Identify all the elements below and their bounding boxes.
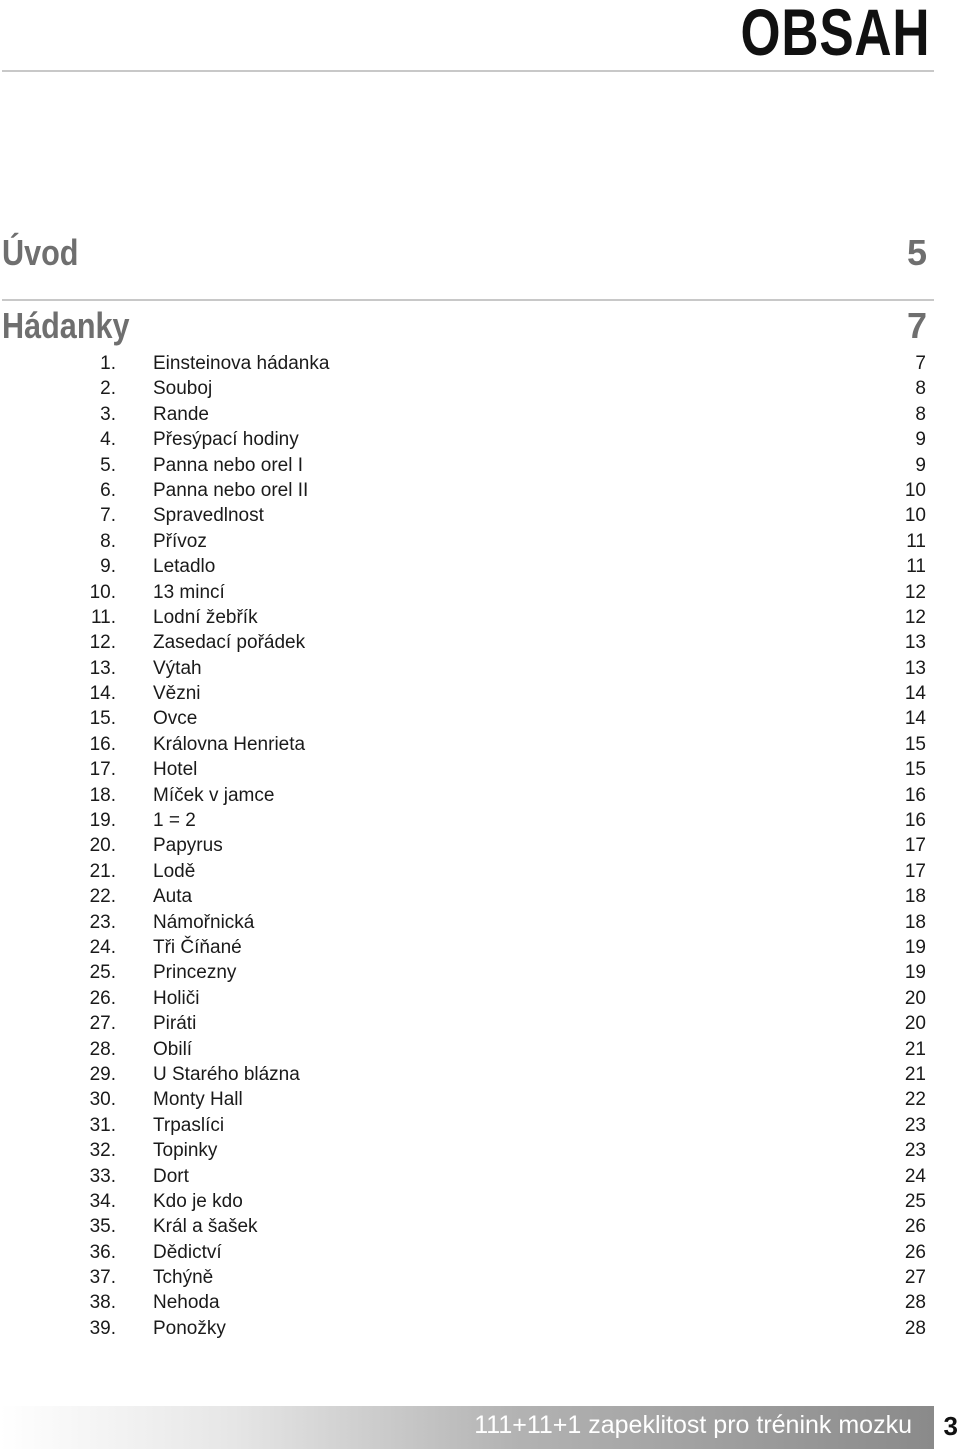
toc-entry-number: 19. bbox=[89, 810, 116, 832]
toc-entry[interactable] bbox=[0, 1037, 960, 1062]
toc-entry-page: 8 bbox=[915, 403, 926, 425]
toc-entry-number: 36. bbox=[89, 1241, 116, 1263]
toc-entry[interactable] bbox=[0, 427, 960, 452]
toc-entry[interactable] bbox=[0, 1189, 960, 1214]
toc-entry-title: Tchýně bbox=[153, 1267, 214, 1289]
toc-entry-title: 1 = 2 bbox=[153, 810, 196, 832]
toc-entry-page: 25 bbox=[904, 1190, 926, 1212]
toc-entry[interactable] bbox=[0, 1214, 960, 1239]
toc-entry-title: Hotel bbox=[153, 759, 198, 781]
toc-entry-page: 28 bbox=[904, 1317, 926, 1339]
toc-entry-title: Trpaslíci bbox=[153, 1114, 225, 1136]
toc-entry-page: 16 bbox=[904, 784, 926, 806]
toc-entry-title: Nehoda bbox=[153, 1292, 220, 1314]
toc-entry[interactable] bbox=[0, 1087, 960, 1112]
toc-entry-page: 15 bbox=[904, 759, 926, 781]
toc-entry-page: 17 bbox=[904, 860, 926, 882]
toc-entry-title: Zasedací pořádek bbox=[153, 632, 306, 654]
toc-entry-title: Přesýpací hodiny bbox=[153, 429, 299, 451]
toc-entry[interactable] bbox=[0, 884, 960, 909]
toc-entry-page: 26 bbox=[904, 1241, 926, 1263]
toc-entry[interactable] bbox=[0, 808, 960, 833]
toc-entry-title: Topinky bbox=[153, 1140, 218, 1162]
toc-entry-page: 8 bbox=[915, 378, 926, 400]
toc-entry[interactable] bbox=[0, 960, 960, 985]
toc-entry-title: Monty Hall bbox=[153, 1089, 243, 1111]
toc-entry-page: 11 bbox=[906, 556, 926, 578]
toc-entry[interactable] bbox=[0, 1011, 960, 1036]
toc-entry-title: Tři Číňané bbox=[153, 936, 242, 958]
toc-entry[interactable] bbox=[0, 402, 960, 427]
section-page: 5 bbox=[906, 232, 927, 273]
toc-entry[interactable] bbox=[0, 935, 960, 960]
toc-entry-number: 8. bbox=[100, 530, 116, 552]
toc-entry[interactable] bbox=[0, 1113, 960, 1138]
toc-entry[interactable] bbox=[0, 859, 960, 884]
toc-entry-page: 9 bbox=[915, 429, 926, 451]
toc-entry[interactable] bbox=[0, 986, 960, 1011]
toc-entry-number: 16. bbox=[89, 733, 116, 755]
toc-entry[interactable] bbox=[0, 554, 960, 579]
toc-entry-page: 26 bbox=[904, 1216, 926, 1238]
toc-entry-page: 7 bbox=[915, 353, 926, 374]
toc-entry-page: 21 bbox=[904, 1063, 926, 1085]
toc-entry-page: 27 bbox=[904, 1267, 926, 1289]
toc-entry-page: 17 bbox=[904, 835, 926, 857]
section-title: Hádanky bbox=[2, 305, 130, 346]
toc-entry-number: 10. bbox=[89, 581, 116, 603]
toc-entry-number: 38. bbox=[89, 1292, 116, 1314]
toc-entry[interactable] bbox=[0, 503, 960, 528]
toc-entry[interactable] bbox=[0, 757, 960, 782]
toc-entry-number: 30. bbox=[89, 1089, 116, 1111]
toc-entry-number: 12. bbox=[89, 632, 116, 654]
toc-entry-title: Král a šašek bbox=[153, 1216, 258, 1238]
toc-entry-page: 20 bbox=[904, 987, 926, 1009]
toc-entry-page: 15 bbox=[904, 733, 926, 755]
toc-entry[interactable] bbox=[0, 681, 960, 706]
toc-list bbox=[0, 351, 960, 1341]
toc-entry-number: 2. bbox=[100, 378, 116, 400]
toc-entry-title: Princezny bbox=[153, 962, 237, 984]
toc-entry[interactable] bbox=[0, 1240, 960, 1265]
toc-entry[interactable] bbox=[0, 1265, 960, 1290]
toc-entry-number: 34. bbox=[89, 1190, 116, 1212]
toc-entry-page: 19 bbox=[904, 962, 926, 984]
toc-entry-title: Lodní žebřík bbox=[153, 606, 258, 628]
toc-entry-number: 11. bbox=[90, 606, 116, 628]
toc-entry-title: Míček v jamce bbox=[153, 784, 275, 806]
toc-entry-number: 4. bbox=[100, 429, 116, 451]
toc-entry[interactable] bbox=[0, 630, 960, 655]
toc-entry-number: 3. bbox=[100, 403, 116, 425]
toc-entry-number: 1. bbox=[100, 353, 116, 374]
page-title: OBSAH bbox=[740, 0, 930, 69]
toc-entry-title: Lodě bbox=[153, 860, 196, 882]
toc-entry-title: Souboj bbox=[153, 378, 213, 400]
toc-entry-page: 13 bbox=[904, 657, 926, 679]
toc-entry-number: 28. bbox=[89, 1038, 116, 1060]
toc-entry-number: 35. bbox=[89, 1216, 116, 1238]
toc-entry-title: Dědictví bbox=[153, 1241, 222, 1263]
toc-entry-number: 6. bbox=[100, 479, 116, 501]
toc-entry-number: 27. bbox=[89, 1013, 116, 1035]
toc-entry-number: 5. bbox=[100, 454, 116, 476]
toc-entry[interactable] bbox=[0, 706, 960, 731]
toc-entry-number: 17. bbox=[89, 759, 116, 781]
toc-entry-title: Královna Henrieta bbox=[153, 733, 306, 755]
toc-entry-page: 23 bbox=[904, 1140, 926, 1162]
section-uvod[interactable] bbox=[2, 232, 927, 274]
toc-entry[interactable] bbox=[0, 1290, 960, 1315]
toc-entry[interactable] bbox=[0, 1138, 960, 1163]
toc-entry[interactable] bbox=[0, 478, 960, 503]
toc-entry-page: 16 bbox=[904, 810, 926, 832]
toc-entry-title: Letadlo bbox=[153, 556, 216, 578]
toc-entry-number: 14. bbox=[89, 683, 116, 705]
toc-entry-page: 12 bbox=[904, 606, 926, 628]
toc-entry-title: Panna nebo orel I bbox=[153, 454, 304, 476]
toc-entry-page: 20 bbox=[904, 1013, 926, 1035]
toc-entry-number: 33. bbox=[89, 1165, 116, 1187]
toc-entry[interactable] bbox=[0, 453, 960, 478]
toc-entry-page: 9 bbox=[915, 454, 926, 476]
toc-entry-page: 19 bbox=[904, 936, 926, 958]
title-divider bbox=[2, 70, 934, 72]
toc-entry-number: 9. bbox=[100, 556, 116, 578]
toc-entry-title: Piráti bbox=[153, 1013, 197, 1035]
footer-book-title: 111+11+1 zapeklitost pro trénink mozku bbox=[474, 1411, 912, 1439]
toc-entry[interactable] bbox=[0, 1062, 960, 1087]
footer-page-number: 3 bbox=[943, 1411, 958, 1441]
toc-entry-title: Rande bbox=[153, 403, 209, 425]
toc-entry-number: 22. bbox=[89, 886, 116, 908]
toc-entry-page: 21 bbox=[904, 1038, 926, 1060]
toc-entry-title: Ponožky bbox=[153, 1317, 226, 1339]
toc-entry-title: Papyrus bbox=[153, 835, 223, 857]
toc-entry-page: 24 bbox=[904, 1165, 926, 1187]
toc-entry[interactable] bbox=[0, 732, 960, 757]
section-divider bbox=[2, 299, 934, 301]
toc-entry-number: 32. bbox=[89, 1140, 116, 1162]
toc-entry-number: 20. bbox=[89, 835, 116, 857]
toc-entry-number: 25. bbox=[89, 962, 116, 984]
toc-entry-title: Panna nebo orel II bbox=[153, 479, 309, 501]
toc-entry-number: 29. bbox=[89, 1063, 116, 1085]
toc-entry-page: 14 bbox=[904, 708, 926, 730]
toc-entry-title: Vězni bbox=[153, 683, 201, 705]
toc-entry-page: 13 bbox=[904, 632, 926, 654]
toc-entry-title: Holiči bbox=[153, 987, 200, 1009]
toc-entry-title: Auta bbox=[153, 886, 193, 908]
toc-entry-title: Přívoz bbox=[153, 530, 207, 552]
toc-entry-title: Ovce bbox=[153, 708, 198, 730]
toc-entry-title: Kdo je kdo bbox=[153, 1190, 243, 1212]
toc-entry-page: 22 bbox=[904, 1089, 926, 1111]
toc-entry-number: 18. bbox=[89, 784, 116, 806]
toc-entry-number: 24. bbox=[89, 936, 116, 958]
toc-entry-number: 31. bbox=[89, 1114, 116, 1136]
toc-entry-number: 21. bbox=[89, 860, 116, 882]
section-hadanky[interactable] bbox=[2, 305, 927, 347]
toc-entry-page: 10 bbox=[904, 505, 926, 527]
toc-entry[interactable] bbox=[0, 376, 960, 401]
toc-entry[interactable] bbox=[0, 605, 960, 630]
toc-entry-page: 14 bbox=[904, 683, 926, 705]
toc-entry-page: 23 bbox=[904, 1114, 926, 1136]
toc-entry[interactable] bbox=[0, 833, 960, 858]
toc-entry-page: 18 bbox=[904, 911, 926, 933]
toc-entry[interactable] bbox=[0, 656, 960, 681]
toc-entry-title: Námořnická bbox=[153, 911, 255, 933]
toc-entry-title: U Starého blázna bbox=[153, 1063, 300, 1085]
toc-entry-number: 15. bbox=[89, 708, 116, 730]
toc-entry-number: 37. bbox=[89, 1267, 116, 1289]
toc-entry-page: 11 bbox=[906, 530, 926, 552]
toc-entry[interactable] bbox=[0, 1164, 960, 1189]
section-page: 7 bbox=[906, 305, 927, 346]
toc-entry-page: 10 bbox=[904, 479, 926, 501]
toc-entry[interactable] bbox=[0, 783, 960, 808]
toc-entry-title: Dort bbox=[153, 1165, 189, 1187]
toc-entry-number: 26. bbox=[89, 987, 116, 1009]
toc-entry-title: 13 mincí bbox=[153, 581, 225, 603]
toc-entry[interactable] bbox=[0, 529, 960, 554]
toc-entry[interactable] bbox=[0, 351, 960, 376]
toc-entry-number: 23. bbox=[89, 911, 116, 933]
toc-entry-number: 39. bbox=[89, 1317, 116, 1339]
toc-entry-title: Výtah bbox=[153, 657, 202, 679]
toc-entry-page: 12 bbox=[904, 581, 926, 603]
toc-entry[interactable] bbox=[0, 1316, 960, 1341]
toc-entry-number: 13. bbox=[89, 657, 116, 679]
toc-entry-title: Einsteinova hádanka bbox=[153, 353, 330, 374]
toc-entry-page: 28 bbox=[904, 1292, 926, 1314]
toc-entry[interactable] bbox=[0, 910, 960, 935]
toc-entry[interactable] bbox=[0, 580, 960, 605]
toc-entry-title: Obilí bbox=[153, 1038, 193, 1060]
section-title: Úvod bbox=[2, 232, 79, 273]
toc-entry-title: Spravedlnost bbox=[153, 505, 264, 527]
toc-entry-page: 18 bbox=[904, 886, 926, 908]
toc-entry-number: 7. bbox=[100, 505, 116, 527]
